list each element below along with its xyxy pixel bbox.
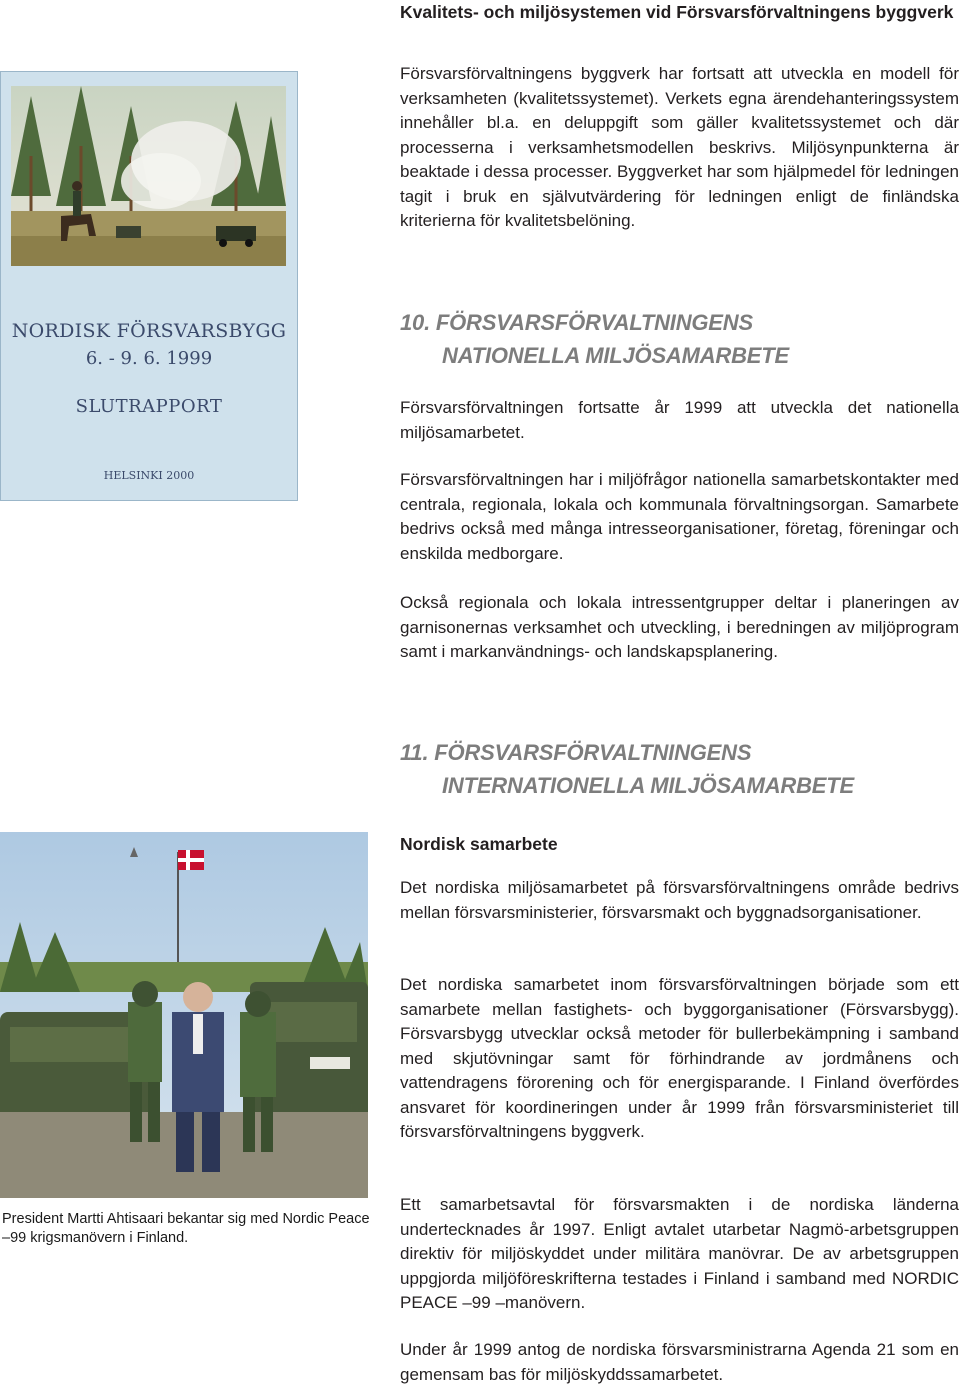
section-11-title-line2: INTERNATIONELLA MILJÖSAMARBETE [442, 773, 854, 798]
photo-caption: President Martti Ahtisaari bekantar sig med Nordic Peace –99 krigsmanövern i Finland. [2, 1211, 370, 1246]
section-10-heading [400, 306, 959, 372]
intro-heading: Kvalitets- och miljösystemen vid Försvarsförvaltningens byggverk [400, 2, 954, 22]
section-11-paragraph-1-text: Det nordiska miljösamarbetet på försvarsförvaltningens område bedrivs mellan försvarsministerier, försvarsmakt och byggnadsorganisationer. [400, 878, 959, 922]
section-11-paragraph-2-text: Det nordiska samarbetet inom försvarsförvaltningen började som ett samarbete mellan fastighets- och byggorganisationer (Försvarsbygg). Försvarsbygg utvecklar också metoder för bullerbekämpning i samband med skjutövningar samt för förhindrande av jordmånens och vattendragens förorening och för energisparande. I Finland överfördes ansvaret för koordineringen under år 1999 från försvarsministeriet till försvarsförvaltningens byggverk. [400, 975, 959, 1141]
section-11-paragraph-4-text: Under år 1999 antog de nordiska försvarsministrarna Agenda 21 som en gemensam bas för miljöskyddssamarbetet. [400, 1340, 959, 1384]
section-11-paragraph-2 [400, 973, 959, 1145]
section-11-title-line1: 11. FÖRSVARSFÖRVALTNINGENS [400, 740, 752, 765]
section-11-paragraph-1 [400, 876, 959, 925]
section-11-heading [400, 736, 959, 802]
section-10-paragraph-3-text: Också regionala och lokala intressentgrupper deltar i planeringen av garnisonernas verksamhet och utveckling, i beredningen av miljöprogram samt i markanvändnings- och landskapsplanering. [400, 593, 959, 661]
section-10-paragraph-2 [400, 468, 959, 566]
section-11-paragraph-3-text: Ett samarbetsavtal för försvarsmakten i de nordiska länderna undertecknades år 1997. Enligt avtalet utarbetar Nagmö-arbetsgruppen direktiv för miljöskyddet under militära manövrar. De av arbetsgruppen uppgjorda miljöföreskrifterna testades i Finland i samband med NORDIC PEACE –99 –manövern. [400, 1195, 959, 1312]
cover-photo-graphic [11, 86, 286, 266]
cover-title: NORDISK FÖRSVARSBYGG [11, 320, 287, 342]
section-10-title-line2: NATIONELLA MILJÖSAMARBETE [442, 343, 789, 368]
section-10-paragraph-2-text: Försvarsförvaltningen har i miljöfrågor nationella samarbetskontakter med centrala, regionala, lokala och kommunala förvaltningsorgan. Samarbete bedrivs också med många intresseorganisationer, företag, föreningar och enskilda medborgare. [400, 470, 959, 563]
section-10-paragraph-3 [400, 591, 959, 665]
manoeuvre-photo-graphic [0, 832, 368, 1198]
intro-paragraph [400, 62, 959, 234]
cover-photo [11, 86, 286, 266]
section-11-paragraph-3 [400, 1193, 959, 1316]
report-cover-image [0, 71, 298, 501]
section-10-paragraph-1-text: Försvarsförvaltningen fortsatte år 1999 att utveckla det nationella miljösamarbetet. [400, 398, 959, 442]
nordic-cooperation-subheading: Nordisk samarbete [400, 834, 558, 854]
section-10-paragraph-1 [400, 396, 959, 445]
cover-dates: 6. - 9. 6. 1999 [85, 348, 213, 369]
section-10-title-line1: 10. FÖRSVARSFÖRVALTNINGENS [400, 310, 753, 335]
cover-subtitle: SLUTRAPPORT [75, 396, 223, 417]
cover-location: HELSINKI 2000 [103, 469, 195, 482]
section-11-paragraph-4 [400, 1338, 959, 1387]
intro-paragraph-text: Försvarsförvaltningens byggverk har fortsatt att utveckla en modell för verksamheten (kvalitetssystemet). Verkets egna ärendehanteringssystem innehåller bl.a. en deluppgift som gäller kvalitetssystemet och där processerna i verksamhetsmodellen beskrivs. Miljösynpunkterna är beaktade i dessa processer. Byggverket har som hjälpmedel för ledningen tagit i bruk en självutvärdering för ledningen enligt de finländska kriterierna för kvalitetsbelöning. [400, 64, 959, 230]
manoeuvre-photo [0, 832, 368, 1198]
